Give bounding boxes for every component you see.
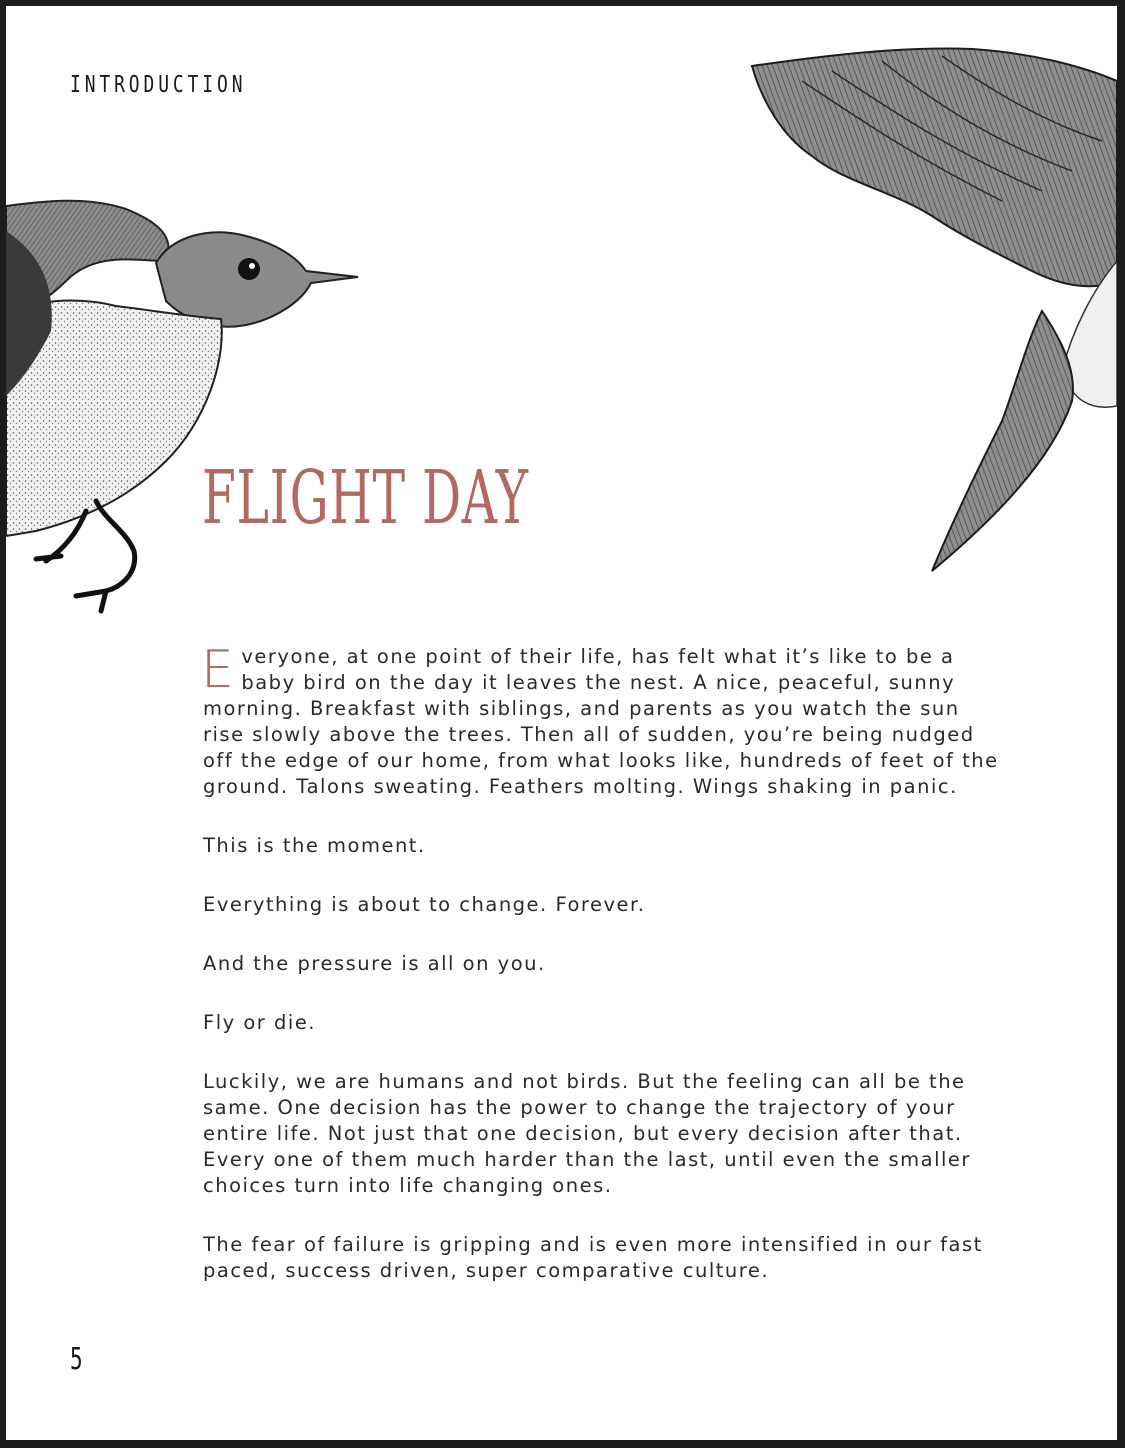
article-title: FLIGHT DAY <box>202 455 529 541</box>
first-paragraph <box>201 640 1003 800</box>
baby-bird-illustration <box>6 191 366 621</box>
paragraph: Fly or die. <box>203 1011 317 1034</box>
flying-bird-illustration <box>742 41 1117 581</box>
section-label: INTRODUCTION <box>70 72 247 98</box>
paragraph: Everything is about to change. Forever. <box>203 893 646 916</box>
paragraph: And the pressure is all on you. <box>203 952 546 975</box>
paragraph: Luckily, we are humans and not birds. But the feeling can all be the same. One decision has the power to change the trajectory of your entire life. Not just that one decision, but every decision after that. Every one of them much harder than the last, until even the smaller choices turn into life changing ones. <box>203 1070 971 1197</box>
drop-cap: E <box>201 640 236 700</box>
page <box>6 6 1117 1440</box>
paragraph: This is the moment. <box>203 834 426 857</box>
paragraph: The fear of failure is gripping and is even more intensified in our fast paced, success driven, super comparative culture. <box>203 1233 983 1282</box>
first-paragraph-text: veryone, at one point of their life, has felt what it’s like to be a baby bird on the day it leaves the nest. A nice, peaceful, sunny morning. Breakfast with siblings, and parents as you watch the sun rise slowly above the trees. Then all of sudden, you’re being nudged off the edge of our home, from what looks like, hundreds of feet of the ground. Talons sweating. Feathers molting. Wings shaking in panic. <box>203 645 999 798</box>
page-number: 5 <box>70 1342 83 1377</box>
article-body <box>201 640 1003 1317</box>
